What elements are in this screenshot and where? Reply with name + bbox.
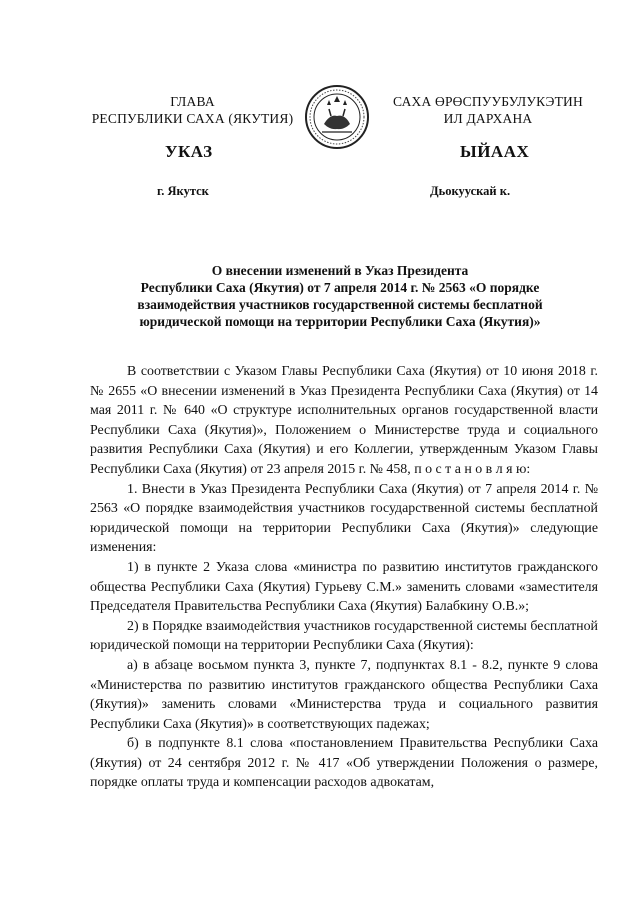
title-line-2: Республики Саха (Якутия) от 7 апреля 2014 г. № 2563 «О порядке — [140, 280, 540, 295]
city-yakut: Дьокуускай к. — [430, 184, 511, 198]
document-body — [90, 362, 598, 793]
paragraph-preamble: В соответствии с Указом Главы Республики Саха (Якутия) от 10 июня 2018 г. № 2655 «О внесении изменений в Указ Президента Республики Саха (Якутия) от 14 мая 2011 г. № 640 «О структуре исполнительных органов государственной власти Республики Саха (Якутия)», Положением о Министерстве труда и социального развития Республики Саха (Якутия) и его Коллегии, утвержденным Указом Главы Республики Саха (Якутия) от 23 апреля 2015 г. № 458, п о с т а н о в л я ю: — [90, 364, 598, 477]
paragraph-subitem-2: 2) в Порядке взаимодействия участников государственной системы бесплатной юридической помощи на территории Республики Саха (Якутия): — [90, 618, 598, 654]
paragraph-item-1: 1. Внести в Указ Президента Республики Саха (Якутия) от 7 апреля 2014 г. № 2563 «О порядке взаимодействия участников государственной системы бесплатной юридической помощи на территории Республики Саха (Якутия)» следующие изменения: — [90, 481, 598, 556]
issuer-name-yakut — [388, 93, 588, 127]
coat-of-arms-emblem — [304, 84, 370, 150]
title-line-3: взаимодействия участников государственной системы бесплатной — [137, 297, 543, 312]
title-line-4: юридической помощи на территории Республики Саха (Якутия)» — [139, 314, 541, 329]
paragraph-subitem-2a: а) в абзаце восьмом пункта 3, пункте 7, подпунктах 8.1 - 8.2, пункте 9 слова «Министерства по развитию институтов гражданского общества Республики Саха (Якутия)» заменить словами «Министерства труда и социального развития Республики Саха (Якутия)» в соответствующих падежах; — [90, 657, 598, 732]
document-title — [100, 262, 580, 330]
paragraph-subitem-2b: б) в подпункте 8.1 слова «постановлением Правительства Республики Саха (Якутия) от 24 сентября 2012 г. № 417 «Об утверждении Положения о размере, порядке оплаты труда и компенсации расходов адвокатам, — [90, 736, 598, 791]
issuer-line-1: ГЛАВА — [170, 94, 215, 109]
decree-label-yakut: ЫЙААХ — [460, 142, 530, 161]
decree-label-russian: УКАЗ — [165, 142, 213, 161]
issuer-line-2: РЕСПУБЛИКИ САХА (ЯКУТИЯ) — [91, 111, 294, 126]
city-russian: г. Якутск — [157, 184, 209, 198]
issuer-yakut-line-1: САХА ӨРӨСПУУБУЛУКЭТИН — [393, 94, 583, 109]
title-line-1: О внесении изменений в Указ Президента — [211, 263, 469, 278]
paragraph-subitem-1: 1) в пункте 2 Указа слова «министра по развитию институтов гражданского общества Республики Саха (Якутия) Гурьеву С.М.» заменить словами «заместителя Председателя Правительства Республики Саха (Якутия) Балабкину О.В.»; — [90, 559, 598, 615]
issuer-name-russian — [75, 93, 310, 127]
issuer-yakut-line-2: ИЛ ДАРХАНА — [443, 111, 533, 126]
